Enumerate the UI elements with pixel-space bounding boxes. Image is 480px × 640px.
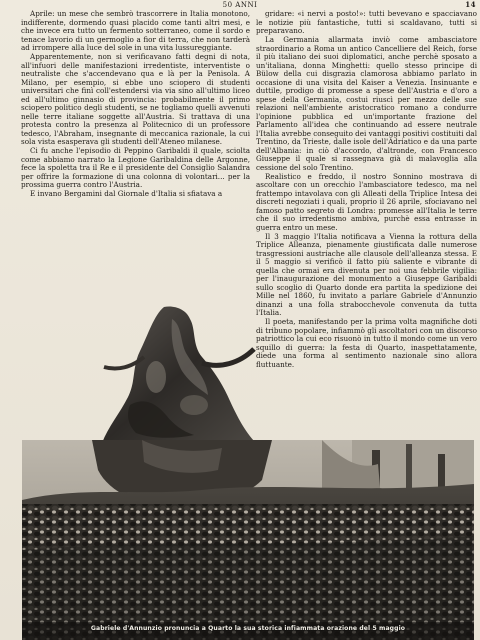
paragraph: Apparentemente, non si verificavano fatti degni di nota, all'infuori delle manifestazioni irredentiste, interventiste o neutraliste che s'accendevano qua e là per la Penisola. A Milano, per esempio, si ebbe uno sciopero di studenti universitari che finì coll'estendersi via via sino all'ultimo liceo ed all'ultimo ginnasio di provincia: probabilmente il primo sciopero politico degli studenti, se ne togliamo quelli avvenuti nelle terre italiane soggette all'Austria. Si trattava di una protesta contro la presenza al Politecnico di un professore tedesco, l'Abraham, insegnante di meccanica razionale, la cui sola vista esasperava gli studenti dell'Ateneo milanese. [21, 52, 250, 146]
running-title: 50 ANNI [222, 1, 258, 9]
photo-caption: Gabriele d'Annunzio pronuncia a Quarto la sua storica infiammata orazione del 5 maggio [90, 625, 406, 632]
paragraph: gridare: «i nervi a posto!»: tutti bevevano e spacciavano le notizie più fantastiche, tutti si scaldavano, tutti si preparavano. [256, 9, 477, 35]
paragraph: Ci fu anche l'episodio di Peppino Garibaldi il quale, sciolta come abbiamo narrato la Legione Garibaldina delle Argonne, fece la spoletta tra il Re e il presidente del Consiglio Salandra per offrire la formazione di una colonna di volontari... per la prossima guerra contro l'Austria. [21, 146, 250, 189]
monument-sculpture-image [90, 305, 266, 443]
crowd-photo-image [22, 440, 474, 640]
paragraph: Il 3 maggio l'Italia notificava a Vienna la rottura della Triplice Alleanza, pienamente giustificata dalle numerose trasgressioni austriache alle clausole dell'alleanza stessa. E il 5 maggio si verificò il fatto più saliente e vibrante di quella che ormai era divenuta per noi una febbrile vigilia: per l'inaugurazione del monumento a Giuseppe Garibaldi sullo scoglio di Quarto donde era partita la spedizione dei Mille nel 1860, fu invitato a parlare Gabriele d'Annunzio dinanzi a una folla strabocchevole convenuta da tutta l'Italia. [256, 231, 477, 317]
crowd-photo [22, 440, 474, 640]
paragraph: Aprile: un mese che sembrò trascorrere in Italia monotono, indifferente, dormendo quasi placido come tanti altri mesi, e che invece era tutto un fermento sotterraneo, come il sordo e tenace lavorio di un germoglio a fior di terra, che non tarderà ad irrompere alla luce del sole in una vita lussureggiante. [21, 9, 250, 52]
monument-photo-top [90, 305, 266, 443]
paragraph: E invano Bergamini dal Giornale d'Italia si sfiatava a [30, 189, 223, 198]
paragraph: Il poeta, manifestando per la prima volta magnifiche doti di tribuno popolare, infiammò gli ascoltatori con un discorso patriottico la cui eco risuonò in tutto il mondo come un vero squillo di guerra: la festa di Quarto, inaspettatamente, diede una forma al sentimento nazionale sino allora fluttuante. [256, 317, 477, 369]
paragraph: Realistico e freddo, il nostro Sonnino mostrava di ascoltare con un orecchio l'ambasciatore tedesco, ma nel frattempo intavolava con gli Alleati della Triplice Intesa dei discreti negoziati i quali, proprio il 26 aprile, sfociavano nel famoso patto segreto di Londra: promesse all'Italia le terre che il suo irredentismo ambiva, purchè essa entrasse in guerra entro un mese. [256, 171, 477, 232]
paragraph: La Germania allarmata inviò come ambasciatore straordinario a Roma un antico Cancelliere del Reich, forse il più italiano dei suoi diplomatici, anche perchè sposato a un'italiana, donna Minghetti: quello stesso principe di Bülow della cui disgrazia clamorosa abbiamo parlato in occasione di una visita del Kaiser a Venezia. Insinuante e duttile, prodigo di promesse a spese dell'Austria e d'oro a spese della Germania, costui riuscì per mezzo delle sue relazioni nell'ambiente aristocratico romano a condurre l'opinione pubblica ed un'importante frazione del Parlamento all'idea che continuando ad essere neutrale l'Italia avrebbe conseguito dei vantaggi positivi costituiti dal Trentino, da Trieste, dalle isole dell'Adriatico e da una parte dell'Albania: in ciò d'accordo, d'altronde, con Francesco Giuseppe il quale si rassegnava già di malavoglia alla cessione del solo Trentino. [256, 35, 478, 172]
page-number: 14 [465, 0, 476, 9]
right-text-column [256, 9, 478, 369]
